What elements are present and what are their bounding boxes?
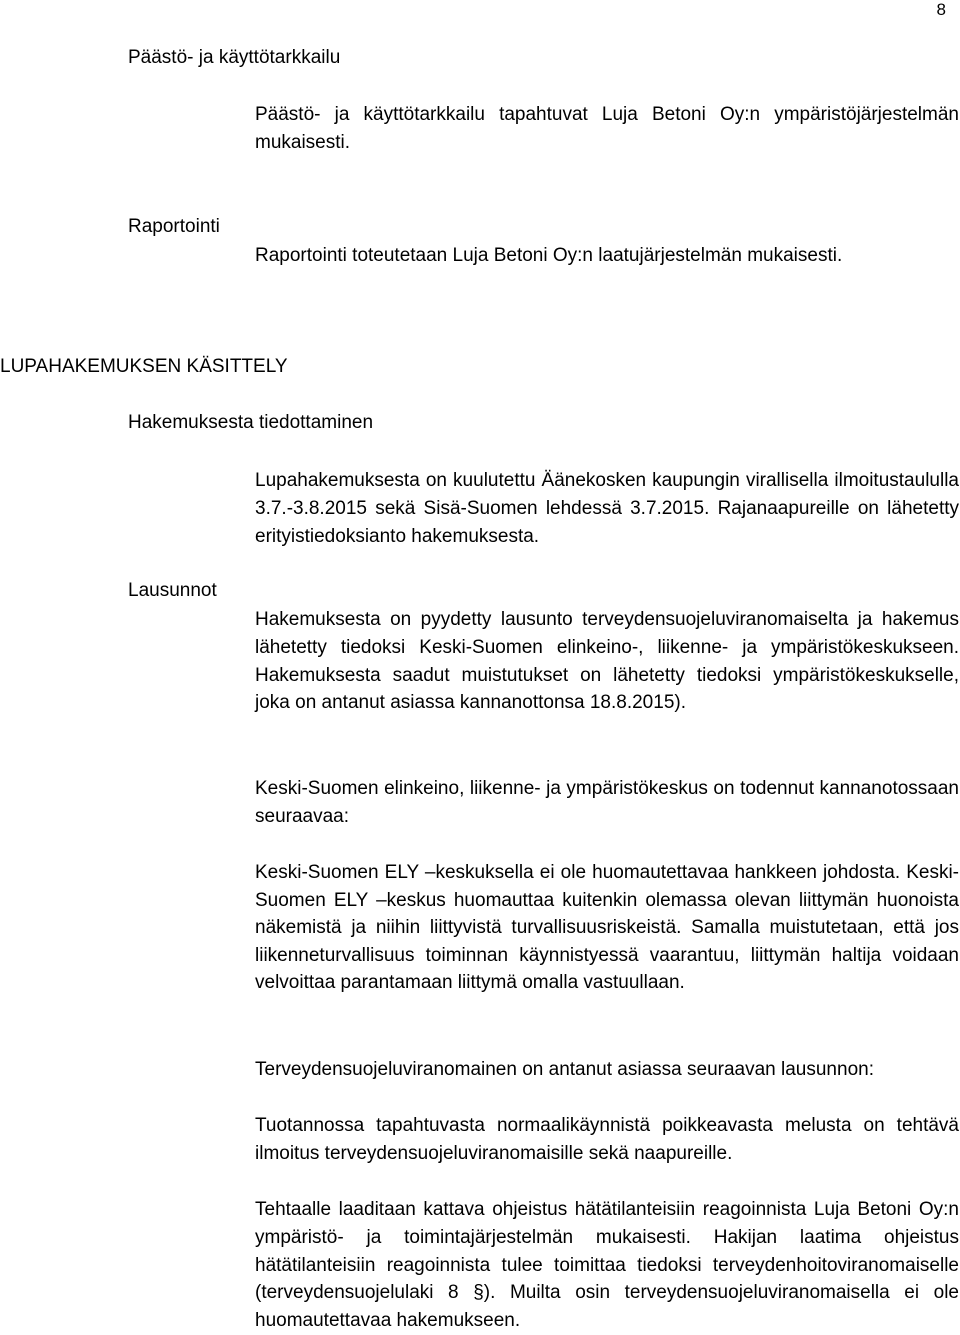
paragraph-lausunnot-4: Terveydensuojeluviranomainen on antanut asiassa seuraavan lausunnon:	[255, 1059, 874, 1080]
paragraph-lausunnot-3: Keski-Suomen ELY –keskuksella ei ole huomautettavaa hankkeen johdosta. Keski-Suomen ELY –keskus huomauttaa kuitenkin olemassa olevan liittymän huonoista näkemistä ja niihin liittyvistä turvallisuusriskeistä. Samalla muistutetaan, että jos liikenneturvallisuus toiminnan käynnistyessä vaarantuu, liittymän haltija voidaan velvoittaa parantamaan liittymä omalla vastuullaan.	[255, 862, 959, 993]
heading-lupahakemuksen-kasittely: LUPAHAKEMUKSEN KÄSITTELY	[0, 356, 288, 377]
paragraph-raportointi: Raportointi toteutetaan Luja Betoni Oy:n laatujärjestelmän mukaisesti.	[255, 245, 843, 266]
paragraph-lausunnot-5: Tuotannossa tapahtuvasta normaalikäynnistä poikkeavasta melusta on tehtävä ilmoitus terveydensuojeluviranomaisille sekä naapureille.	[255, 1115, 959, 1164]
paragraph-tiedottaminen: Lupahakemuksesta on kuulutettu Äänekosken kaupungin virallisella ilmoitustaululla 3.7.-3.8.2015 sekä Sisä-Suomen lehdessä 3.7.2015. Rajanaapureille on lähetetty erityistiedoksianto hakemuksesta.	[255, 470, 959, 547]
paragraph-paasto: Päästö- ja käyttötarkkailu tapahtuvat Luja Betoni Oy:n ympäristöjärjestelmän mukaisesti.	[255, 104, 959, 153]
heading-paasto-kayttotarkkailu: Päästö- ja käyttötarkkailu	[128, 47, 341, 68]
label-lausunnot: Lausunnot	[128, 580, 217, 601]
paragraph-lausunnot-2: Keski-Suomen elinkeino, liikenne- ja ympäristökeskus on todennut kannanotossaan seuraavaa:	[255, 778, 959, 827]
paragraph-lausunnot-6: Tehtaalle laaditaan kattava ohjeistus hätätilanteisiin reagoinnista Luja Betoni Oy:n ympäristö- ja toimintajärjestelmän mukaisesti. Hakijan laatima ohjeistus hätätilanteisiin reagoinnista tulee toimittaa tiedoksi terveydenhoitoviranomaiselle (terveydensuojelulaki 8 §). Muilta osin terveydensuojeluviranomaisella ei ole huomautettavaa hakemukseen.	[255, 1199, 959, 1332]
heading-hakemuksesta-tiedottaminen: Hakemuksesta tiedottaminen	[128, 412, 374, 433]
page-number: 8	[936, 0, 946, 19]
heading-raportointi: Raportointi	[128, 216, 220, 237]
paragraph-lausunnot-1: Hakemuksesta on pyydetty lausunto terveydensuojeluviranomaiselta ja hakemus lähetetty tiedoksi Keski-Suomen elinkeino-, liikenne- ja ympäristökeskukseen. Hakemuksesta saadut muistutukset on lähetetty tiedoksi ympäristökeskukselle, joka on antanut asiassa kannanottonsa 18.8.2015).	[255, 609, 959, 714]
